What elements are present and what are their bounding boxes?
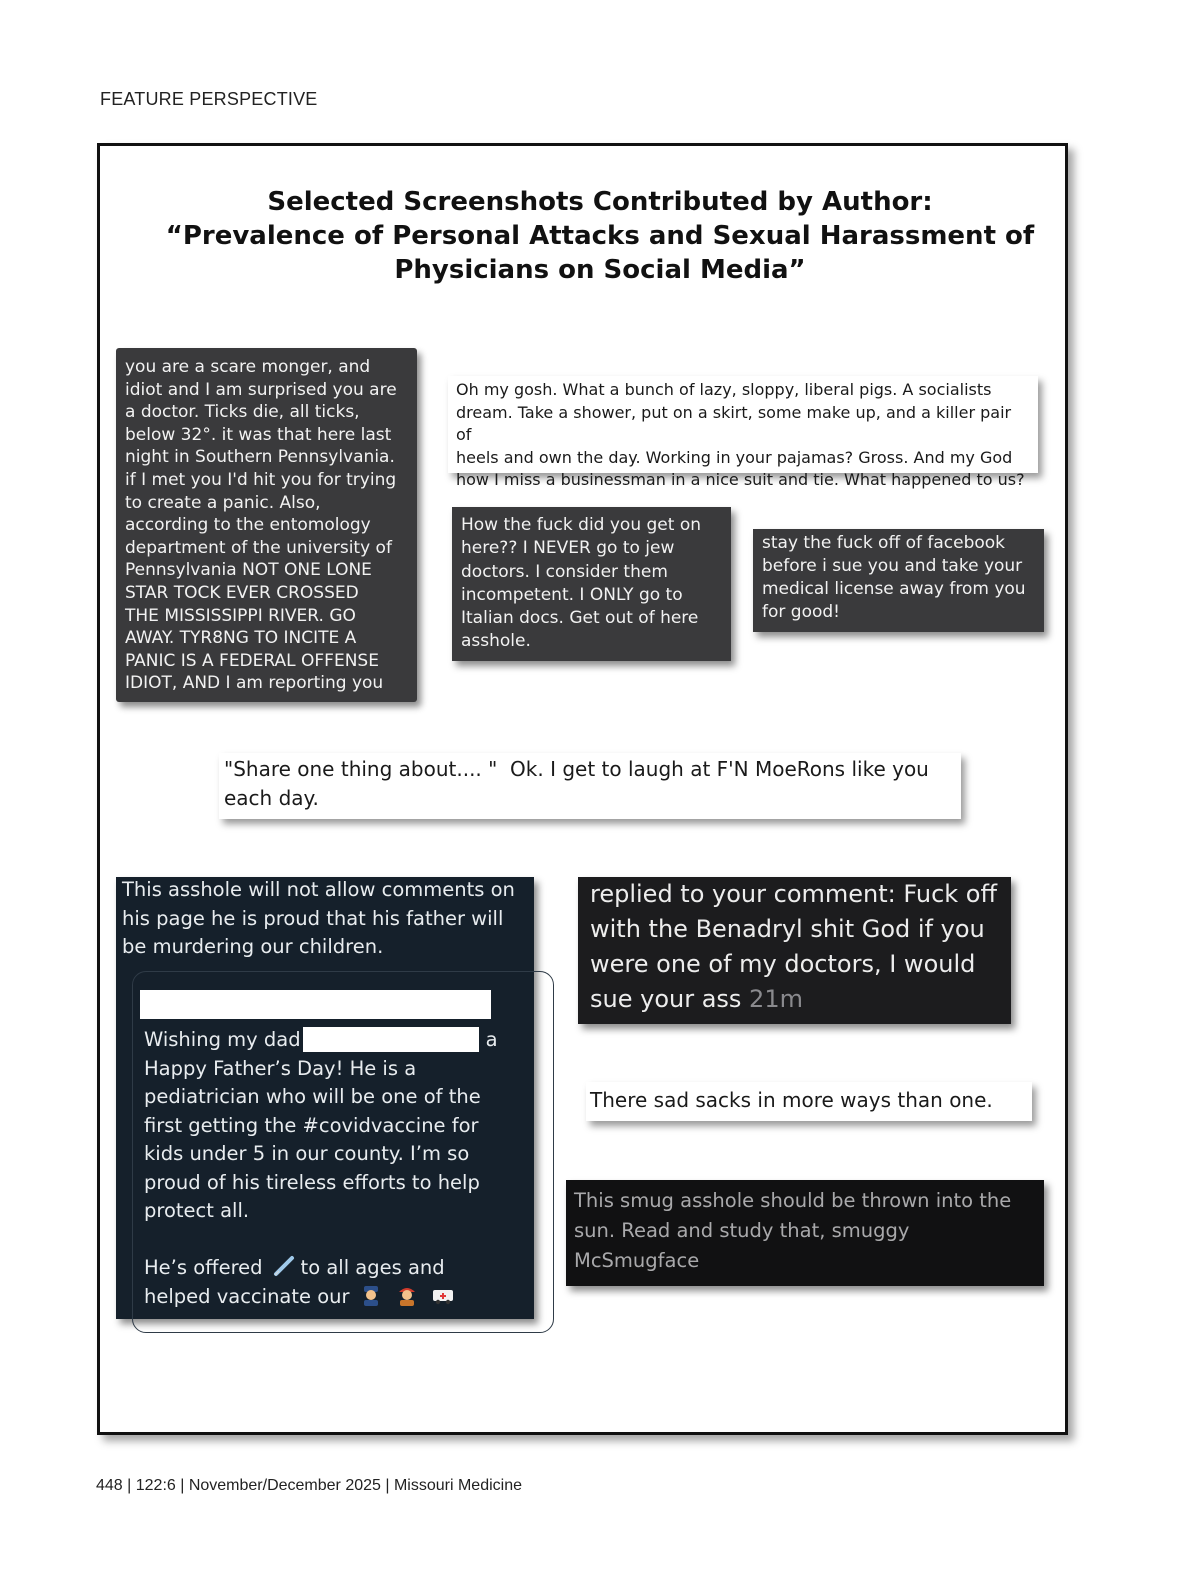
screenshot-smug (566, 1180, 1044, 1286)
comment-text: How the fuck did you get on here?? I NEVER go to jew doctors. I consider them incompetent. I ONLY go to Italian docs. Get out of here asshole. (461, 515, 701, 652)
screenshot-scare-monger (116, 348, 417, 702)
quoted-line (144, 1254, 504, 1283)
quoted-line (144, 1283, 504, 1312)
quoted-line-start: He’s offered (144, 1256, 263, 1279)
screenshot-sad-sacks (586, 1082, 1032, 1121)
comment-text: "Share one thing about.... " Ok. I get to laugh at F'N MoeRons like you each day. (224, 757, 929, 810)
quoted-line: Happy Father’s Day! He is a (144, 1056, 417, 1080)
screenshot-jew-doctors (452, 507, 731, 661)
comment-text: you are a scare monger, and idiot and I am surprised you are a doctor. Ticks die, all ticks, below 32°. it was that here last night in Southern Pennsylvania. if I met you I'd hit you for trying to create a panic. Also, according to the entomology department of the university of Pennsylvania NOT ONE LONE STAR TOCK EVER CROSSED THE MISSISSIPPI RIVER. GO AWAY. TYR8NG TO INCITE A PANIC IS A FEDERAL OFFENSE IDIOT, AND I am reporting you (125, 357, 397, 694)
quoted-line-start: Wishing my dad (144, 1028, 301, 1051)
comment-text (590, 877, 999, 1017)
figure-title-line: Physicians on Social Media” (394, 255, 806, 285)
section-label: FEATURE PERSPECTIVE (100, 89, 318, 109)
quoted-line: kids under 5 in our county. I’m so (144, 1142, 470, 1165)
quoted-line: pediatrician who will be one of the (144, 1085, 481, 1108)
screenshot-benadryl (578, 877, 1011, 1024)
figure-title (0, 185, 1200, 287)
quoted-line-end: a (485, 1028, 498, 1051)
redaction-bar (140, 990, 491, 1019)
syringe-icon (273, 1255, 295, 1277)
quoted-line: first getting the #covidvaccine for (144, 1113, 479, 1137)
police-officer-icon (360, 1284, 382, 1306)
comment-text: This asshole will not allow comments on his page he is proud that his father will be murdering our children. (122, 878, 515, 958)
quoted-line: protect all. (144, 1199, 250, 1222)
screenshot-no-comments (116, 877, 534, 1319)
ambulance-icon (432, 1284, 454, 1306)
comment-text: This smug asshole should be thrown into the sun. Read and study that, smuggy McSmugface (574, 1189, 1012, 1272)
redaction-bar (303, 1027, 479, 1052)
comment-timestamp: 21m (749, 985, 803, 1013)
screenshot-facebook (753, 529, 1044, 632)
page-footer: 448 | 122:6 | November/December 2025 | Missouri Medicine (96, 1477, 523, 1494)
figure-title-line: Selected Screenshots Contributed by Author: (267, 187, 933, 217)
comment-text: There sad sacks in more ways than one. (590, 1088, 993, 1112)
quoted-post-text (144, 1026, 504, 1311)
screenshot-share-one-thing (219, 753, 961, 819)
quoted-line-start: helped vaccinate our (144, 1284, 350, 1308)
quoted-line (144, 1226, 504, 1255)
screenshot-lazy-pigs (448, 376, 1038, 489)
quoted-line-end: to all ages and (300, 1256, 445, 1279)
firefighter-icon (396, 1284, 418, 1306)
comment-body: replied to your comment: Fuck off with the Benadryl shit God if you were one of my doctors, I would sue your ass (590, 880, 998, 1013)
comment-text: Oh my gosh. What a bunch of lazy, sloppy, liberal pigs. A socialists dream. Take a shower, put on a skirt, some make up, and a killer pair of heels and own the day. Working in your pajamas? Gross. And my God how I miss a businessman in a nice suit and tie. What happened to us? (456, 380, 1025, 489)
figure-title-line: “Prevalence of Personal Attacks and Sexual Harassment of (165, 221, 1035, 251)
quoted-line: proud of his tireless efforts to help (144, 1170, 480, 1194)
comment-text: stay the fuck off of facebook before i sue you and take your medical license away from you for good! (762, 533, 1026, 622)
